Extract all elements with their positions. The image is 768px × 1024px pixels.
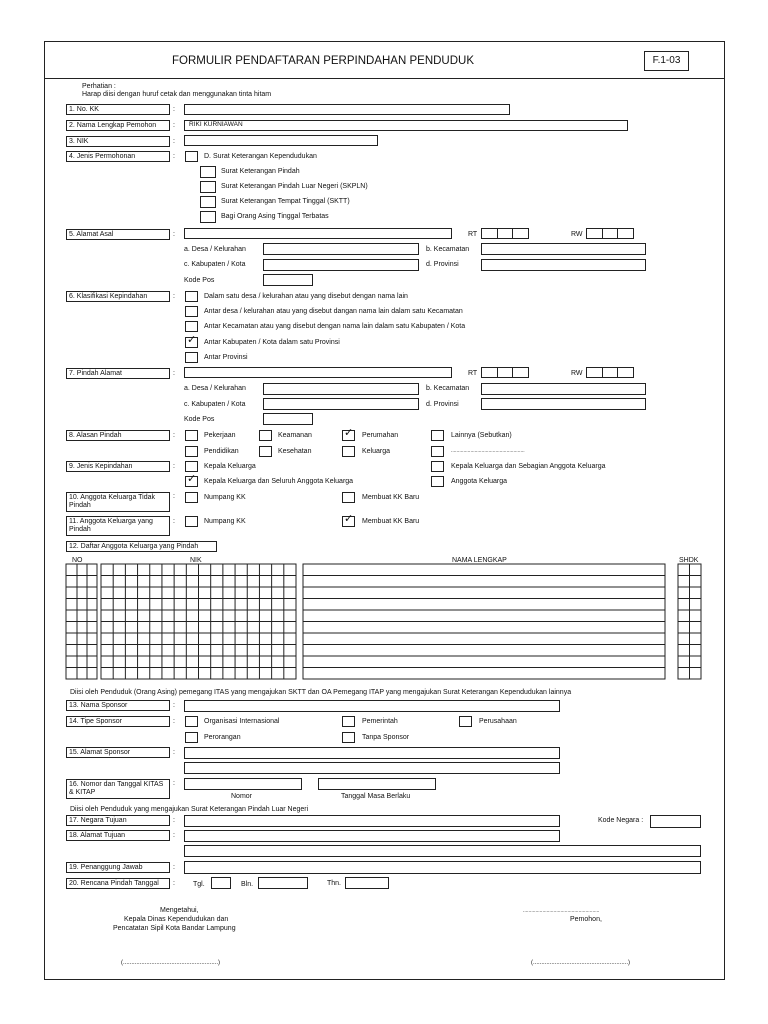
kitas-nomor-input[interactable]: [184, 778, 302, 790]
label-nama-pemohon: 2. Nama Lengkap Pemohon: [66, 120, 170, 131]
kitas-nomor-label: Nomor: [231, 793, 253, 800]
rt-label: RT: [468, 370, 478, 377]
sponsor-perusahaan: Perusahaan: [479, 718, 517, 725]
sponsor-tanpa: Tanpa Sponsor: [362, 734, 410, 741]
kabupaten-label: c. Kabupaten / Kota: [184, 261, 246, 268]
label-tipe-sponsor: 14. Tipe Sponsor: [66, 716, 170, 727]
form-code: F.1-03: [644, 51, 689, 71]
kepindahan-anggota: Anggota Keluarga: [451, 478, 508, 485]
kepala-dinas-line1: Kepala Dinas Kependudukan dan: [124, 916, 229, 923]
kode-negara-input[interactable]: [650, 815, 701, 828]
kecamatan-label: b. Kecamatan: [426, 385, 470, 392]
label-jenis-kepindahan: 9. Jenis Kepindahan: [66, 461, 170, 472]
label-nik: 3. NIK: [66, 136, 170, 147]
desa-label: a. Desa / Kelurahan: [184, 385, 246, 392]
label-alasan-pindah: 8. Alasan Pindah: [66, 430, 170, 441]
kodepos-label: Kode Pos: [184, 277, 215, 284]
colon: :: [173, 817, 175, 824]
colon: :: [173, 493, 175, 500]
thn-label: Thn.: [327, 880, 342, 887]
checkbox-pemerintah[interactable]: [342, 716, 355, 727]
colon: :: [173, 231, 175, 238]
notice-title: Perhatian :: [82, 83, 116, 90]
sponsor-note: Diisi oleh Penduduk (Orang Asing) pemegang ITAS yang mengajukan SKTT dan OA Pemegang ITAP yang mengajukan Surat Keterangan Kependudukan lainnya: [70, 689, 572, 696]
label-pindah-alamat: 7. Pindah Alamat: [66, 368, 170, 379]
option-sktt: Surat Keterangan Tempat Tinggal (SKTT): [221, 198, 350, 205]
colon: :: [173, 864, 175, 871]
alasan-pekerjaan: Pekerjaan: [204, 432, 236, 439]
nama-pemohon-value: RIKI KURNIAWAN: [189, 121, 243, 128]
klasifikasi-option-3: Antar Kecamatan atau yang disebut dengan nama lain dalam satu Kabupaten / Kota: [204, 323, 466, 330]
notice-text: Harap diisi dengan huruf cetak dan menggunakan tinta hitam: [82, 91, 272, 98]
checkbox-tanpa-sponsor[interactable]: [342, 732, 355, 743]
option-sk-pindah: Surat Keterangan Pindah: [221, 168, 300, 175]
provinsi-label: d. Provinsi: [426, 261, 459, 268]
colon: :: [173, 780, 175, 787]
kepindahan-kk: Kepala Keluarga: [204, 463, 256, 470]
penanggung-jawab-input[interactable]: [184, 861, 701, 874]
alasan-keluarga: Keluarga: [362, 448, 391, 455]
alamat-tujuan-input-1[interactable]: [184, 830, 560, 842]
checkbox-perusahaan[interactable]: [459, 716, 472, 727]
numpang-kk-2: Numpang KK: [204, 518, 246, 525]
option-skk: D. Surat Keterangan Kependudukan: [204, 153, 317, 160]
alasan-kesehatan: Kesehatan: [278, 448, 312, 455]
tgl-label: Tgl.: [193, 881, 205, 888]
klasifikasi-option-2: Antar desa / kelurahan atau yang disebut dangan nama lain dalam satu Kecamatan: [204, 308, 463, 315]
nama-sponsor-input[interactable]: [184, 700, 560, 712]
alasan-lainnya: Lainnya (Sebutkan): [451, 432, 512, 439]
sponsor-organisasi: Organisasi Internasional: [204, 718, 280, 725]
kk-baru-1: Membuat KK Baru: [362, 494, 420, 501]
mengetahui-label: Mengetahui,: [160, 907, 199, 914]
sponsor-pemerintah: Pemerintah: [362, 718, 398, 725]
label-jenis-permohonan: 4. Jenis Permohonan: [66, 151, 170, 162]
label-tidak-pindah: 10. Anggota Keluarga Tidak Pindah: [66, 492, 170, 512]
colon: :: [173, 518, 175, 525]
kepala-dinas-line2: Pencatatan Sipil Kota Bandar Lampung: [113, 925, 236, 932]
kepindahan-kk-sebagian: Kepala Keluarga dan Sebagian Anggota Keluarga: [451, 463, 606, 470]
form-title: FORMULIR PENDAFTARAN PERPINDAHAN PENDUDUK: [172, 55, 475, 67]
label-daftar-anggota: 12. Daftar Anggota Keluarga yang Pindah: [66, 541, 217, 552]
tgl-input[interactable]: [211, 877, 231, 889]
colon: :: [173, 106, 175, 113]
alasan-perumahan: Perumahan: [362, 432, 399, 439]
colon: :: [173, 718, 175, 725]
rw-label: RW: [571, 370, 583, 377]
label-rencana-pindah: 20. Rencana Pindah Tanggal: [66, 878, 170, 889]
alasan-pendidikan: Pendidikan: [204, 448, 239, 455]
label-alamat-asal: 5. Alamat Asal: [66, 229, 170, 240]
luar-negeri-note: Diisi oleh Penduduk yang mengajukan Surat Keterangan Pindah Luar Negeri: [70, 806, 309, 813]
label-nama-sponsor: 13. Nama Sponsor: [66, 700, 170, 711]
colon: :: [173, 122, 175, 129]
alamat-tujuan-input-2[interactable]: [184, 845, 701, 857]
alasan-keamanan: Keamanan: [278, 432, 312, 439]
option-orang-asing: Bagi Orang Asing Tinggal Terbatas: [221, 213, 329, 220]
label-no-kk: 1. No. KK: [66, 104, 170, 115]
kitas-tanggal-input[interactable]: [318, 778, 436, 790]
table-header-nama: NAMA LENGKAP: [452, 557, 507, 564]
checkbox-organisasi[interactable]: [185, 716, 198, 727]
colon: :: [173, 880, 175, 887]
kode-negara-label: Kode Negara :: [598, 817, 644, 824]
label-penanggung-jawab: 19. Penanggung Jawab: [66, 862, 170, 873]
bln-label: Bln.: [241, 881, 254, 888]
rw-label: RW: [571, 231, 583, 238]
colon: :: [173, 463, 175, 470]
colon: :: [173, 293, 175, 300]
provinsi-label: d. Provinsi: [426, 401, 459, 408]
signature-right: (.........................................................): [531, 960, 631, 966]
table-header-nik: NIK: [190, 557, 202, 564]
alamat-sponsor-input-2[interactable]: [184, 762, 560, 774]
colon: :: [173, 702, 175, 709]
kecamatan-label: b. Kecamatan: [426, 246, 470, 253]
label-kitas: 16. Nomor dan Tanggal KITAS & KITAP: [66, 779, 170, 799]
check-icon: ✓: [187, 334, 197, 346]
kodepos-label: Kode Pos: [184, 416, 215, 423]
pemohon-label: Pemohon,: [570, 916, 602, 923]
label-alamat-tujuan: 18. Alamat Tujuan: [66, 830, 170, 841]
checkbox-perorangan[interactable]: [185, 732, 198, 743]
numpang-kk-1: Numpang KK: [204, 494, 246, 501]
colon: :: [173, 138, 175, 145]
colon: :: [173, 832, 175, 839]
signature-left: (.........................................................): [121, 960, 221, 966]
table-header-no: NO: [72, 557, 83, 564]
label-yang-pindah: 11. Anggota Keluarga yang Pindah: [66, 516, 170, 536]
label-negara-tujuan: 17. Negara Tujuan: [66, 815, 170, 826]
option-skpln: Surat Keterangan Pindah Luar Negeri (SKPLN): [221, 183, 368, 190]
check-icon: ✓: [344, 427, 354, 439]
sponsor-perorangan: Perorangan: [204, 734, 241, 741]
date-dots-right: .......................................................: [523, 908, 600, 914]
colon: :: [173, 432, 175, 439]
label-alamat-sponsor: 15. Alamat Sponsor: [66, 747, 170, 758]
table-header-shdk: SHDK: [679, 557, 699, 564]
negara-tujuan-input[interactable]: [184, 815, 560, 827]
check-icon: ✓: [344, 513, 354, 525]
check-icon: ✓: [187, 473, 197, 485]
klasifikasi-option-4: Antar Kabupaten / Kota dalam satu Provinsi: [204, 339, 340, 346]
alamat-sponsor-input-1[interactable]: [184, 747, 560, 759]
desa-label: a. Desa / Kelurahan: [184, 246, 246, 253]
colon: :: [173, 370, 175, 377]
kabupaten-label: c. Kabupaten / Kota: [184, 401, 246, 408]
kepindahan-kk-seluruh: Kepala Keluarga dan Seluruh Anggota Keluarga: [204, 478, 354, 485]
rt-label: RT: [468, 231, 478, 238]
kk-baru-2: Membuat KK Baru: [362, 518, 420, 525]
colon: :: [173, 749, 175, 756]
klasifikasi-option-1: Dalam satu desa / kelurahan atau yang disebut dengan nama lain: [204, 293, 408, 300]
kitas-tanggal-label: Tanggal Masa Berlaku: [341, 793, 411, 800]
colon: :: [173, 153, 175, 160]
bln-input[interactable]: [258, 877, 308, 889]
label-klasifikasi: 6. Klasifikasi Kepindahan: [66, 291, 170, 302]
thn-input[interactable]: [345, 877, 389, 889]
klasifikasi-option-5: Antar Provinsi: [204, 354, 248, 361]
alasan-lainnya-dots: .....................................................: [451, 448, 525, 454]
